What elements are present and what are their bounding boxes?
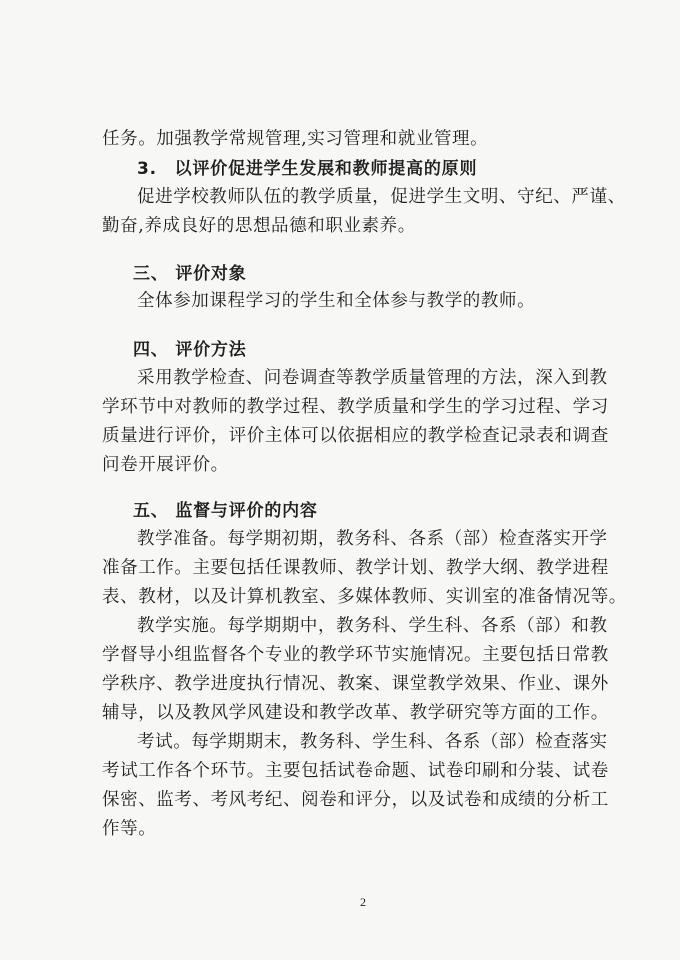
text-line: 促进学校教师队伍的教学质量，促进学生文明、守纪、严谨、 [137,187,626,207]
text-line: 教学准备。每学期初期，教务科、各系（部）检查落实开学 [137,529,608,549]
text-line: 表、教材，以及计算机教室、多媒体教师、实训室的准备情况等。 [102,587,627,607]
page-number: 2 [360,895,366,909]
text-line: 学环节中对教师的教学过程、教学质量和学生的学习过程、学习 [102,397,609,417]
text-line: 质量进行评价，评价主体可以依据相应的教学检查记录表和调查 [102,426,609,446]
text-line: 考试。每学期期末，教务科、学生科、各系（部）检查落实 [137,732,608,752]
subsection-heading: 3. 以评价促进学生发展和教师提高的原则 [137,159,478,179]
text-line: 辅导，以及教风学风建设和教学改革、教学研究等方面的工作。 [102,703,609,723]
text-line: 学督导小组监督各个专业的教学环节实施情况。主要包括日常教 [102,645,609,665]
text-line: 教学实施。每学期期中，教务科、学生科、各系（部）和教 [137,616,608,636]
text-line: 问卷开展评价。 [102,455,229,475]
text-line: 采用教学检查、问卷调查等教学质量管理的方法，深入到教 [137,368,608,388]
text-line: 全体参加课程学习的学生和全体参与教学的教师。 [137,291,536,311]
section-heading: 四、 评价方法 [133,340,247,360]
text-line: 任务。加强教学常规管理,实习管理和就业管理。 [102,129,489,149]
text-line: 保密、监考、考风考纪、阅卷和评分，以及试卷和成绩的分析工 [102,790,609,810]
text-line: 准备工作。主要包括任课教师、教学计划、教学大纲、教学进程 [102,558,609,578]
text-line: 作等。 [102,819,157,839]
text-line: 考试工作各个环节。主要包括试卷命题、试卷印刷和分装、试卷 [102,761,609,781]
section-heading: 五、 监督与评价的内容 [133,501,318,521]
text-line: 学秩序、教学进度执行情况、教案、课堂教学效果、作业、课外 [102,674,609,694]
text-line: 勤奋,养成良好的思想品德和职业素养。 [102,216,416,236]
section-heading: 三、 评价对象 [133,264,247,284]
